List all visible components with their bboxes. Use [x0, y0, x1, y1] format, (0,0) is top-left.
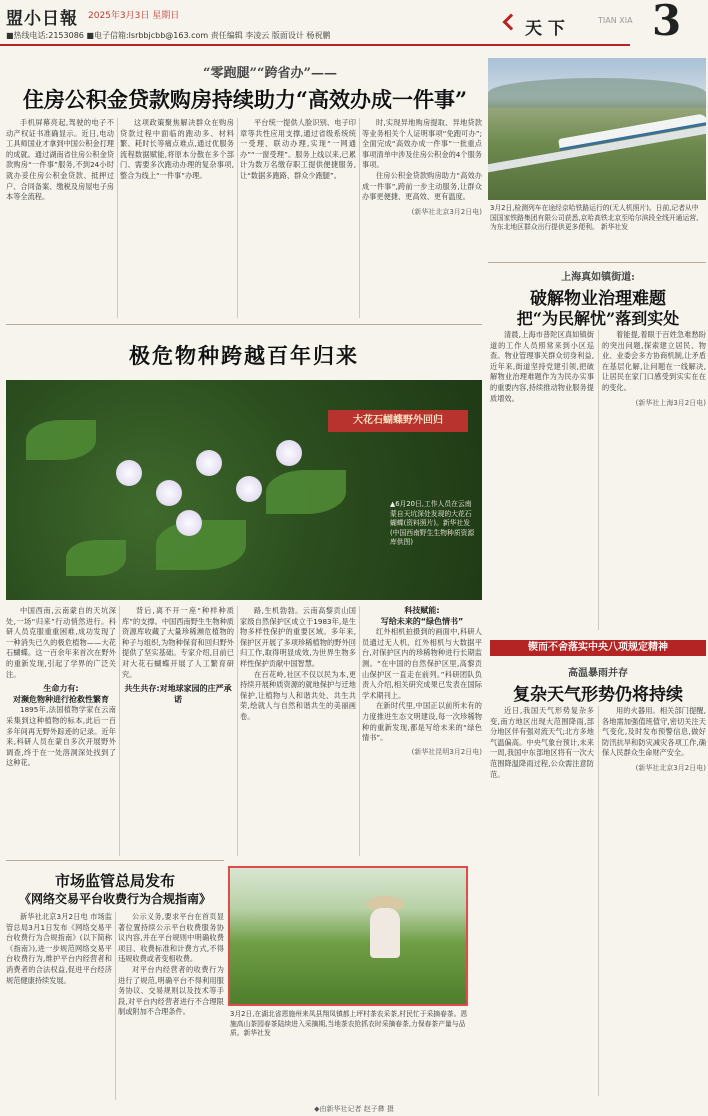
housing-byline: (新华社北京3月2日电) — [411, 207, 482, 216]
newspaper-logo: 盟小日報 — [6, 9, 78, 29]
species-col-1: 中国西南,云南蒙自的天坑深处,一场“归来”行动悄然进行。科研人员克服重重困难,成功发现了一种消失已久的极危植物——大花石蝴蝶。这一百余年来首次在野外的重新发现,引起了学界的广泛关注。 生命力有: 对濒危物种进行抢救性繁育 1895年,法国植物学家在云南采集到这种植物的标本,此后一百多年间再无野外踪迹的记录。近年来,科研人员在蒙自多次开展野外调查,终于在一处溶洞深处找到了这种花。 — [6, 606, 116, 768]
column-rule — [115, 912, 116, 1100]
leaf-shape — [266, 470, 346, 514]
flower-bloom-shape — [176, 510, 202, 536]
column-rule — [359, 606, 360, 856]
property-kicker: 上海真如镇街道: — [561, 272, 635, 283]
masthead — [0, 0, 708, 56]
chevron-right-icon — [503, 14, 520, 31]
market-headline-1: 市场监管总局发布 — [54, 872, 175, 890]
species-subhead-1: 生命力有: — [43, 684, 79, 694]
flower-bloom-shape — [276, 440, 302, 466]
weather-kicker: 高温暴雨并存 — [568, 668, 628, 679]
housing-kicker: “零跑腿”“跨省办”—— — [203, 66, 337, 81]
column-rule — [119, 606, 120, 856]
railway-caption: 3月2日,检测列车在途经京哈铁路运行的(无人机照片)。日前,记者从中国国家铁路集团有限公司获悉,京哈高铁北京至哈尔滨段全线开通运营,为东北地区群众出行提供更多便利。 新华社发 — [490, 204, 699, 232]
property-col-1: 清晨,上海市普陀区真如镇街道的工作人员照常来到小区巡查。物业管理事关群众切身利益,近年来,街道坚持党建引领,把破解物业治理难题作为为民办实事的重要内容,持续推动物业服务提质增效。 — [490, 330, 594, 403]
column-rule — [237, 118, 238, 318]
species-col-2: 背后,离不开一座“种样种质库”的支撑。中国西南野生生物种质资源库收藏了大量珍稀濒危植物的种子与组织,为物种保育和回归野外提供了坚实基础。专家介绍,目前已对大花石蝴蝶开展了人工繁育研究。 共生共存:对地球家园的庄严承诺 — [122, 606, 234, 704]
property-col-2: 着能提,着眼于百姓急难愁盼的突出问题,探索建立居民、物业、业委会多方协商机制,让矛盾在基层化解,让问题在一线解决,让居民在家门口感受到实实在在的变化。 (新华社上海3月2日电) — [602, 330, 706, 407]
column-rule — [359, 118, 360, 318]
section-name: 天 下 — [525, 19, 565, 39]
hills-shape — [488, 78, 706, 108]
flower-bloom-shape — [116, 460, 142, 486]
species-col4-subtitle: 写给未来的“绿色情书” — [380, 616, 464, 626]
section-rule — [6, 860, 224, 861]
column-rule — [598, 706, 599, 1096]
tea-garden-photo — [228, 866, 468, 1006]
contact-line: ■热线电话:2153086 ■电子信箱:lsrbbjcbb@163.com 责任编辑 李凌云 版面设计 杨祝鹏 — [6, 31, 331, 40]
flower-caption: ▲6月20日,工作人员在云南蒙自天坑深处发现的大花石蝴蝶(资料照片)。新华社发(中国西南野生生物种质资源库供图) — [390, 500, 475, 547]
species-subhead-2: 共生共存:对地球家园的庄严承诺 — [124, 684, 232, 704]
flower-bloom-shape — [196, 450, 222, 476]
flower-bloom-shape — [156, 480, 182, 506]
housing-col-1: 手机屏幕亮起,驾驶的电子不动产权证书准确显示。近日,电动工具师国业才拿到中国公积金打理的成就。通过湖南省住房公积金贷款购房“一件事”服务,不到24小时就办妥住房公积金贷款、抵押过户、合同备案、缴税及房屋电子房本等全流程。 — [6, 118, 114, 202]
tea-caption: 3月2日,在湖北省恩施州来凤县翔凤镇都上坪村茶农采茶,村民忙于采摘春茶。恩施高山茶园春茶陆续进入采摘期,当地茶农抢抓农时采摘春茶,力保春茶产量与品质。新华社发 — [230, 1010, 468, 1038]
property-headline-1: 破解物业治理难题 — [530, 289, 666, 309]
railway-photo — [488, 58, 706, 200]
species-headline: 极危物种跨越百年归来 — [129, 343, 359, 368]
section-rule — [6, 324, 482, 325]
section-rule — [488, 262, 706, 263]
column-rule — [598, 330, 599, 630]
leaf-shape — [26, 420, 96, 460]
column-rule — [237, 606, 238, 856]
species-col-3: 路,生机勃勃。云南高黎贡山国家级自然保护区成立于1983年,是生物多样性保护的重要区域。多年来,保护区开展了多项珍稀植物的野外回归工作,取得明显成效,为世界生物多样性保护贡献中国智慧。 在百花岭,社区不仅以民为本,更持续开展种质资源的就地保护与迁地保护,让植物与人和谐共处、共生共荣,绘就人与自然和谐共生的美丽画卷。 — [240, 606, 356, 721]
market-col-2: 公示义务,要求平台在首页显著位置持续公示平台收费服务协议内容,并在平台规则中明确收费项目、收费标准和计费方式,不得违规收费或者变相收费。 对平台内经营者的收费行为进行了规范,明确平台不得利用服务协议、交易规则以及技术等手段,对平台内经营者进行不合理限制或附加不合理条件。 — [118, 912, 224, 1017]
page-footer: ◆由新华社记者 赵子彝 摄 — [314, 1105, 394, 1113]
property-byline: (新华社上海3月2日电) — [635, 398, 706, 407]
species-byline: (新华社昆明3月2日电) — [411, 747, 482, 756]
weather-col-2: 用的火器用。相关部门提醒,各地需加强值班值守,密切关注天气变化,及时发布预警信息,做好防汛抗旱和防灾减灾各项工作,确保人民群众生命财产安全。 (新华社北京3月2日电) — [602, 706, 706, 772]
market-col-1: 新华社北京3月2日电 市场监管总局3月1日发布《网络交易平台收费行为合规指南》(以下简称《指南》),进一步规范网络交易平台收费行为,维护平台内经营者和消费者的合法权益,促进平台经济规范健康持续发展。 — [6, 912, 112, 985]
flower-bloom-shape — [236, 476, 262, 502]
weather-col-1: 近日,我国天气形势复杂多变,南方地区出现大范围降雨,部分地区伴有强对流天气;北方多地气温偏高。中央气象台预计,未来一周,我国中东部地区将有一次大范围降温降雨过程,公众需注意防范。 — [490, 706, 594, 779]
masthead-rule — [0, 44, 630, 46]
species-subhead-1b: 对濒危物种进行抢救性繁育 — [13, 694, 109, 704]
nature-reserve-sign: 大花石蝴蝶野外回归 — [328, 410, 468, 432]
species-col-4: 科技赋能: 写给未来的“绿色情书” 红外相机拍摄到的画面中,科研人员通过无人机、红外相机与大数据平台,对保护区内的珍稀物种进行长期监测。“在中国的自然保护区里,高黎贡山保护区一直走在前列。”科研团队负责人介绍,相关研究成果已发表在国际学术期刊上。 在新时代里,中国正以前所未有的力度推进生态文明建设,每一次珍稀物种的重新发现,都是写给未来的“绿色情书”。 (新华社昆明3月2日电) — [362, 606, 482, 756]
weather-byline: (新华社北京3月2日电) — [635, 763, 706, 772]
policy-banner: 锲而不舍落实中央八项规定精神 — [490, 640, 706, 656]
housing-headline: 住房公积金贷款购房持续助力“高效办成一件事” — [22, 87, 468, 112]
housing-col-2: 这项政策聚焦解决群众在购房贷款过程中面临的跑动多、材料繁、耗时长等痛点难点,通过优服务流程数据赋能,将原本分散在多个部门、需要多次跑动办理的复杂事项,整合为线上“一件事”办理。 — [120, 118, 234, 180]
flower-photo — [6, 380, 482, 600]
housing-col-4: 时,实现异地购房提取、异地贷款等业务相关个人证明事项“免跑可办”;全面完成“高效办成一件事”一批重点事项清单中涉及住房公积金的4个服务事项。 住房公积金贷款购房助力“高效办成一件事”,跨前一步主动服务,让群众办事更便捷、更高效、更有温度。 (新华社北京3月2日电) — [362, 118, 482, 216]
column-rule — [117, 118, 118, 318]
species-col4-title: 科技赋能: — [404, 606, 440, 615]
section-pinyin: TIAN XIA — [598, 16, 633, 25]
tea-picker-shape — [370, 908, 400, 958]
issue-date: 2025年3月3日 星期日 — [88, 11, 180, 21]
market-headline-2: 《网络交易平台收费行为合规指南》 — [18, 892, 211, 906]
leaf-shape — [66, 540, 126, 576]
page-number: 3 — [652, 0, 682, 45]
housing-col-3: 平台统一提供人脸识别、电子印章等共性应用支撑,通过省级系统统一受理、联动办理,实现“一网通办”“一窗受理”。服务上线以来,已累计为数万名缴存职工提供便捷服务,让“数据多跑路、群众少跑腿”。 — [240, 118, 356, 180]
property-headline-2: 把“为民解忧”落到实处 — [516, 309, 680, 328]
weather-headline: 复杂天气形势仍将持续 — [513, 685, 683, 705]
